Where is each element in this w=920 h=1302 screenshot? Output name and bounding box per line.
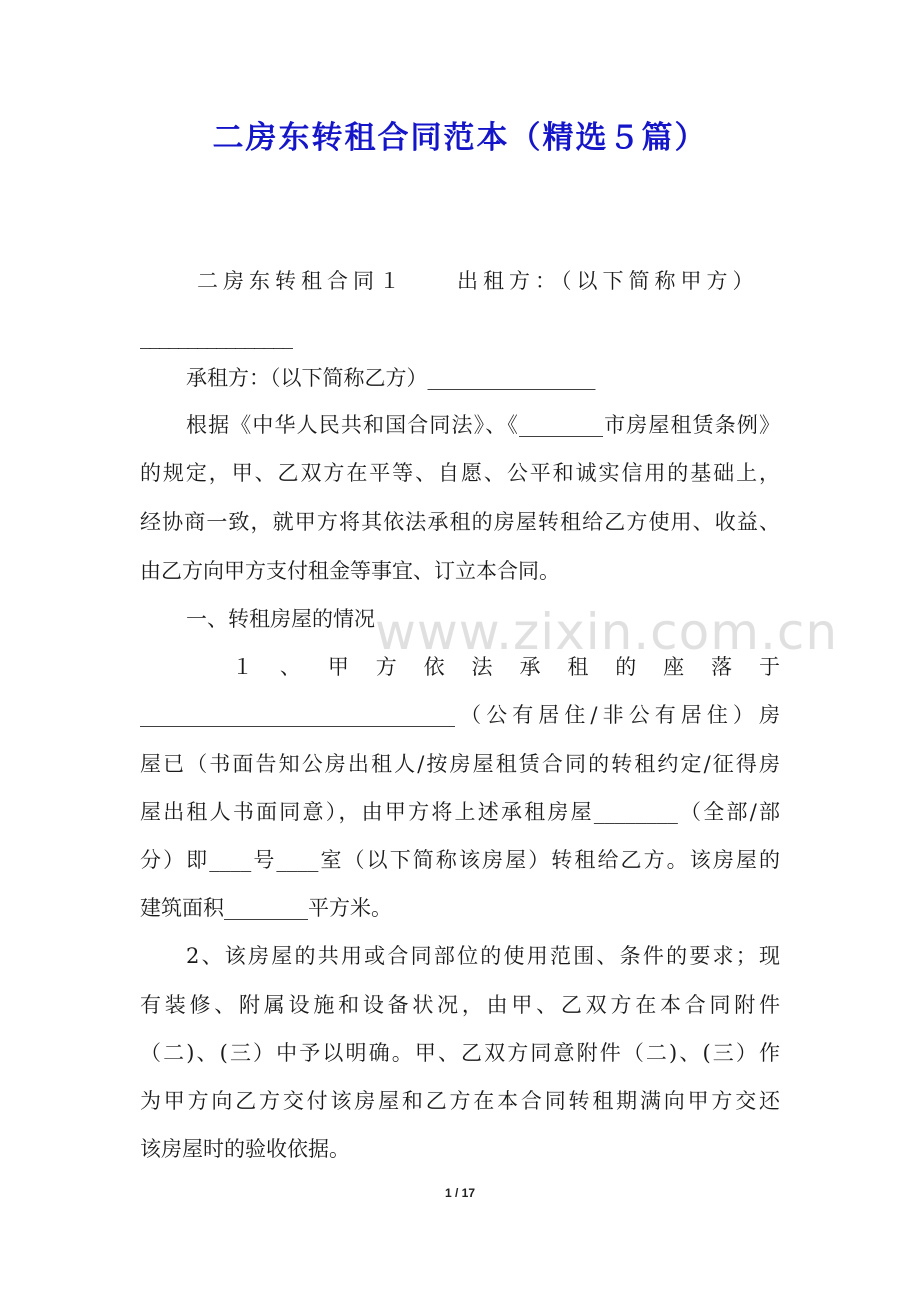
body-text-line: 2、该房屋的共用或合同部位的使用范围、条件的要求；现 [186,944,780,968]
page-number: 1 / 17 [444,1186,476,1200]
body-text-line: 的规定，甲、乙双方在平等、自愿、公平和诚实信用的基础上， [140,461,780,485]
body-text-line: １、甲方依法承租的座落于 [232,655,780,679]
body-text-line: 根据《中华人民共和国合同法》、《________市房屋租赁条例》 [186,413,780,437]
body-text-line: （二)、(三）中予以明确。甲、乙双方同意附件（二)、(三）作 [140,1041,780,1065]
watermark: www.zixin.com.cn [375,603,839,661]
lessee-line: 承租方：（以下简称乙方）________________ [186,366,596,390]
body-text-line: 为甲方向乙方交付该房屋和乙方在本合同转租期满向甲方交还 [140,1089,780,1113]
contract-heading-line: 二房东转租合同１ 出租方：（以下简称甲方） [197,269,759,293]
body-text-line: 屋已（书面告知公房出租人/按房屋租赁合同的转租约定/征得房 [140,752,780,776]
body-text-line: ______________________________（公有居住/非公有居住）房 [140,703,780,727]
body-text-line: 经协商一致，就甲方将其依法承租的房屋转租给乙方使用、收益、 [140,510,780,534]
body-text-line: 分）即____号____室（以下简称该房屋）转租给乙方。该房屋的 [140,848,780,872]
body-text-line: 该房屋时的验收依据。 [140,1137,350,1161]
body-text-line: 由乙方向甲方支付租金等事宜、订立本合同。 [140,559,560,583]
body-text-line: 屋出租人书面同意），由甲方将上述承租房屋________（全部/部 [140,800,780,824]
lessor-blank-line: ________________ [140,325,292,349]
document-title: 二房东转租合同范本（精选５篇） [212,120,708,156]
body-text-line: 有装修、附属设施和设备状况，由甲、乙双方在本合同附件 [140,993,780,1017]
body-text-line: 建筑面积________平方米。 [140,896,392,920]
section-heading: 一、转租房屋的情况 [186,607,375,631]
